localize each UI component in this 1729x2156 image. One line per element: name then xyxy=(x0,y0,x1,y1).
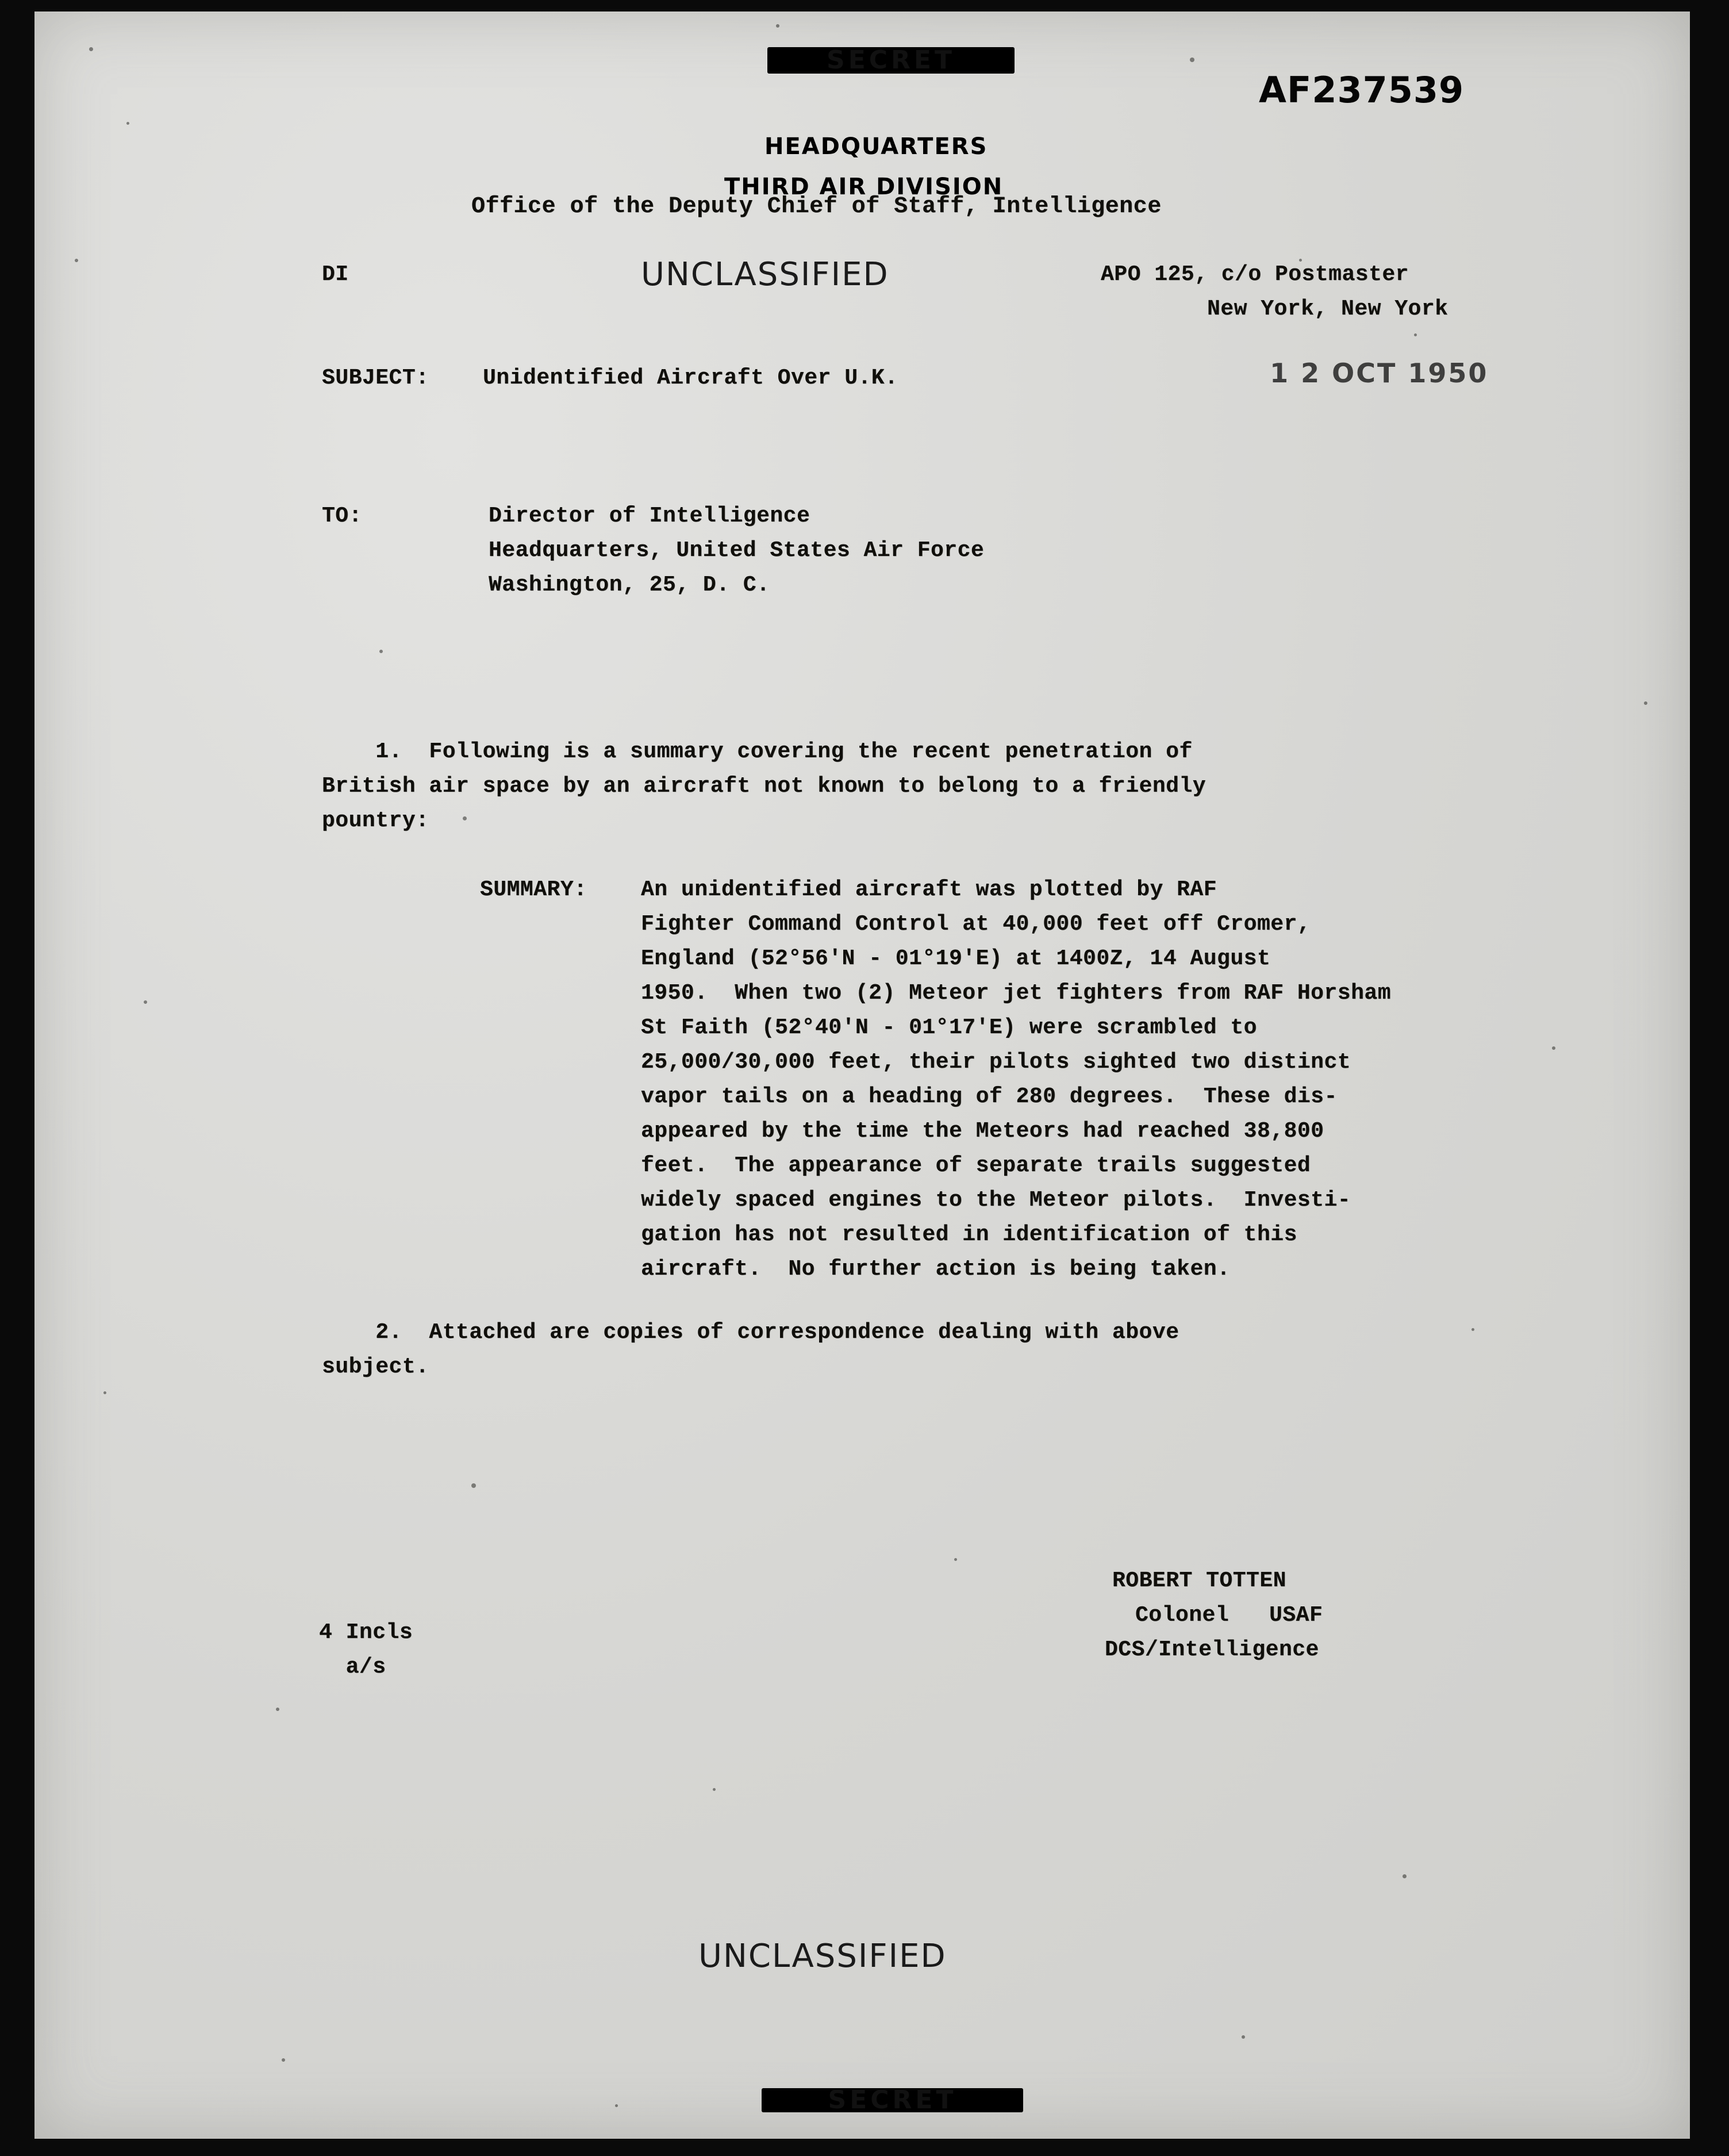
summary-line-2: Fighter Command Control at 40,000 feet off Cromer, xyxy=(641,912,1311,937)
subject-label: SUBJECT: xyxy=(322,366,429,390)
classification-stamp-top: UNCLASSIFIED xyxy=(641,256,889,293)
serial-number: AF237539 xyxy=(1259,69,1465,111)
summary-line-1: An unidentified aircraft was plotted by RAF xyxy=(641,877,1217,902)
redacted-secret-text-top: SECRET xyxy=(827,45,955,75)
office-symbol: DI xyxy=(322,262,349,287)
date-stamp-text: 1 2 OCT 1950 xyxy=(1270,358,1489,389)
letterhead-line-2: THIRD AIR DIVISION xyxy=(724,174,1004,200)
summary-line-5: St Faith (52°40'N - 01°17'E) were scrambled to xyxy=(641,1015,1257,1040)
summary-line-3: England (52°56'N - 01°19'E) at 1400Z, 14 August xyxy=(641,946,1271,971)
document-content xyxy=(34,11,1690,2139)
date-stamp xyxy=(1204,327,1488,420)
summary-line-7: vapor tails on a heading of 280 degrees. These dis- xyxy=(641,1084,1338,1109)
summary-line-11: gation has not resulted in identification of this xyxy=(641,1222,1297,1247)
paragraph-2-line-1: 2. Attached are copies of correspondence dealing with above xyxy=(322,1320,1179,1345)
paragraph-1-line-3: pountry: xyxy=(322,808,429,833)
address-line-2: New York, New York xyxy=(1207,297,1448,321)
signature-name: ROBERT TOTTEN xyxy=(1112,1568,1286,1593)
summary-line-8: appeared by the time the Meteors had reached 38,800 xyxy=(641,1119,1324,1144)
signature-rank: Colonel USAF xyxy=(1135,1603,1323,1628)
to-label: TO: xyxy=(322,504,362,528)
summary-line-6: 25,000/30,000 feet, their pilots sighted two distinct xyxy=(641,1050,1351,1075)
addressee-line-3: Washington, 25, D. C. xyxy=(489,573,770,597)
paragraph-1-line-1: 1. Following is a summary covering the recent penetration of xyxy=(322,739,1193,764)
letterhead-line-1: HEADQUARTERS xyxy=(764,133,988,160)
enclosures-line-1: 4 Incls xyxy=(319,1620,413,1645)
address-line-1: APO 125, c/o Postmaster xyxy=(1101,262,1409,287)
classification-stamp-bottom: UNCLASSIFIED xyxy=(698,1938,947,1975)
summary-label: SUMMARY: xyxy=(480,877,587,902)
addressee-line-1: Director of Intelligence xyxy=(489,504,810,528)
summary-line-12: aircraft. No further action is being taken. xyxy=(641,1257,1231,1282)
paragraph-2-line-2: subject. xyxy=(322,1355,429,1379)
redacted-secret-stamp-top xyxy=(767,47,1015,74)
summary-line-9: feet. The appearance of separate trails suggested xyxy=(641,1153,1311,1178)
signature-title: DCS/Intelligence xyxy=(1105,1637,1319,1662)
subject-text: Unidentified Aircraft Over U.K. xyxy=(483,366,898,390)
letterhead-line-3: Office of the Deputy Chief of Staff, Intelligence xyxy=(471,194,1162,220)
paragraph-1-line-2: British air space by an aircraft not known to belong to a friendly xyxy=(322,774,1207,799)
summary-line-10: widely spaced engines to the Meteor pilots. Investi- xyxy=(641,1188,1351,1213)
redacted-secret-stamp-bottom xyxy=(762,2085,1023,2115)
document-page xyxy=(34,11,1690,2139)
redacted-secret-text-bottom: SECRET xyxy=(828,2085,957,2115)
enclosures-line-2: a/s xyxy=(319,1655,386,1679)
addressee-line-2: Headquarters, United States Air Force xyxy=(489,538,985,563)
summary-line-4: 1950. When two (2) Meteor jet fighters from RAF Horsham xyxy=(641,981,1392,1006)
